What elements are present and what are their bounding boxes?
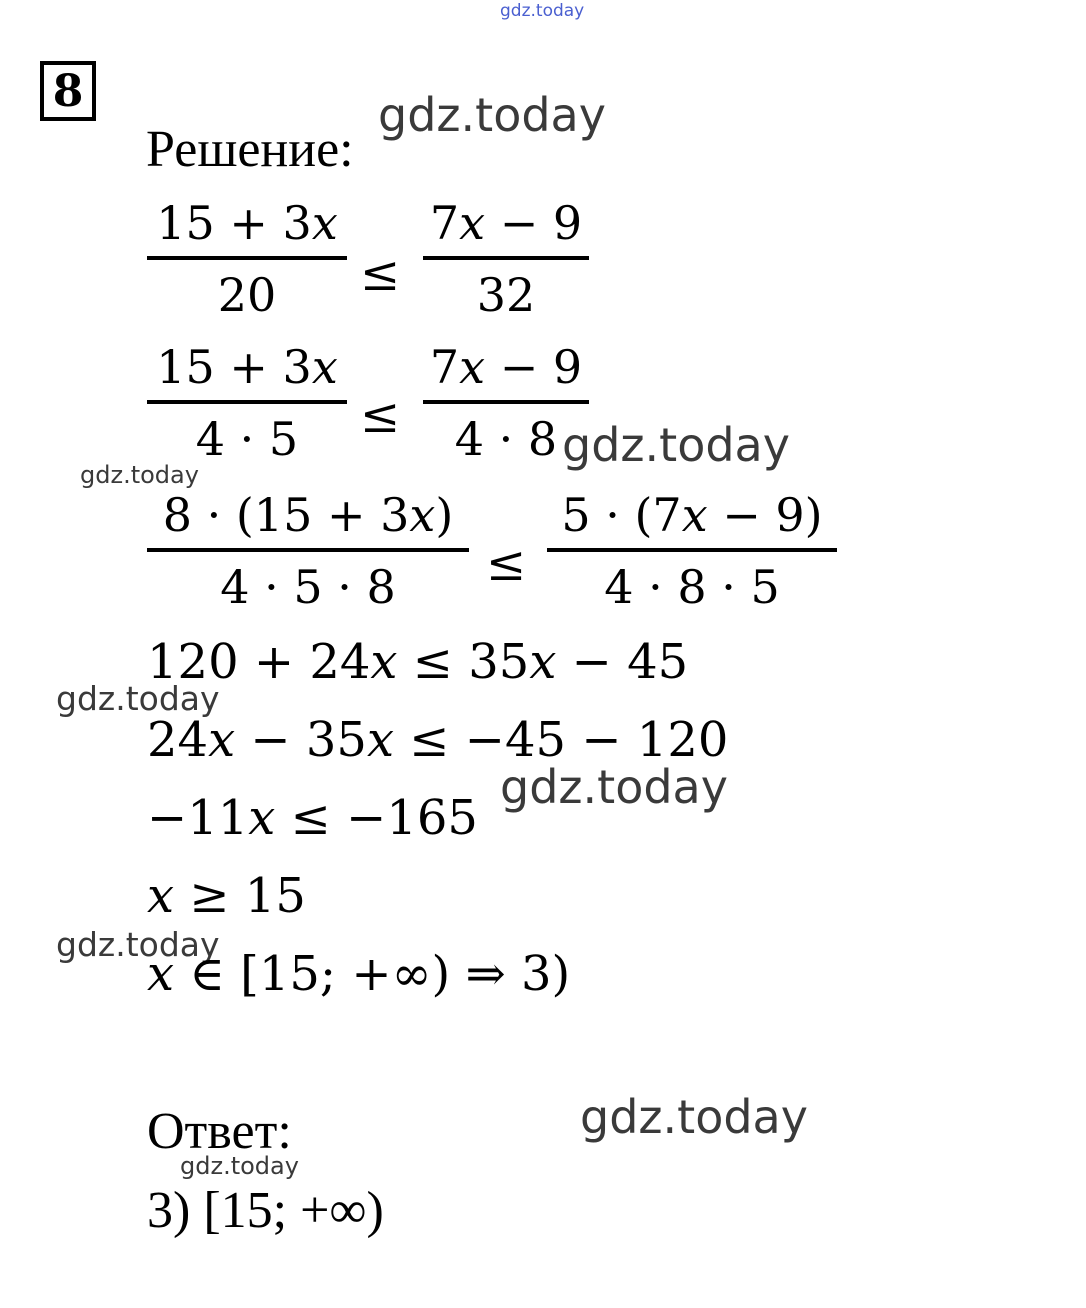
watermark: gdz.today <box>56 925 220 964</box>
step3-relation: ≤ <box>486 536 527 592</box>
step3-right-fraction <box>547 488 837 614</box>
solution-heading: Решение: <box>146 121 354 178</box>
denominator: 4 · 8 <box>454 412 558 466</box>
denominator: 4 · 8 · 5 <box>604 560 780 614</box>
watermark: gdz.today <box>580 1090 808 1144</box>
fraction-bar <box>547 548 837 552</box>
step-line-2: 24𝑥 − 35𝑥 ≤ −45 − 120 <box>147 712 729 768</box>
watermark: gdz.today <box>500 760 728 814</box>
fraction-bar <box>147 548 469 552</box>
numerator: 15 + 3𝑥 <box>156 340 338 394</box>
denominator: 32 <box>476 268 536 322</box>
numerator: 7𝑥 − 9 <box>429 340 583 394</box>
watermark: gdz.today <box>378 88 606 142</box>
step-line-4: 𝑥 ≥ 15 <box>147 868 306 924</box>
fraction-bar <box>423 400 589 404</box>
step-line-1: 120 + 24𝑥 ≤ 35𝑥 − 45 <box>147 634 689 690</box>
numerator: 5 · (7𝑥 − 9) <box>561 488 823 542</box>
denominator: 20 <box>217 268 277 322</box>
step1-relation: ≤ <box>360 246 401 302</box>
step2-relation: ≤ <box>360 388 401 444</box>
watermark: gdz.today <box>562 418 790 472</box>
denominator: 4 · 5 <box>195 412 299 466</box>
step2-left-fraction <box>147 340 347 466</box>
step3-left-fraction <box>147 488 469 614</box>
answer-value: 3) [15; +∞) <box>147 1182 384 1239</box>
denominator: 4 · 5 · 8 <box>220 560 396 614</box>
step1-left-fraction <box>147 196 347 322</box>
fraction-bar <box>147 400 347 404</box>
numerator: 7𝑥 − 9 <box>429 196 583 250</box>
numerator: 8 · (15 + 3𝑥) <box>162 488 454 542</box>
watermark: gdz.today <box>80 461 199 489</box>
watermark: gdz.today <box>180 1152 299 1180</box>
fraction-bar <box>147 256 347 260</box>
fraction-bar <box>423 256 589 260</box>
step1-right-fraction <box>423 196 589 322</box>
numerator: 15 + 3𝑥 <box>156 196 338 250</box>
watermark: gdz.today <box>56 679 220 718</box>
step-line-5: 𝑥 ∈ [15; +∞) ⇒ 3) <box>147 946 571 1002</box>
step-line-3: −11𝑥 ≤ −165 <box>147 790 478 846</box>
step2-right-fraction <box>423 340 589 466</box>
answer-heading: Ответ: <box>147 1103 292 1160</box>
watermark-top: gdz.today <box>500 1 585 21</box>
task-number: 8 <box>40 61 96 121</box>
